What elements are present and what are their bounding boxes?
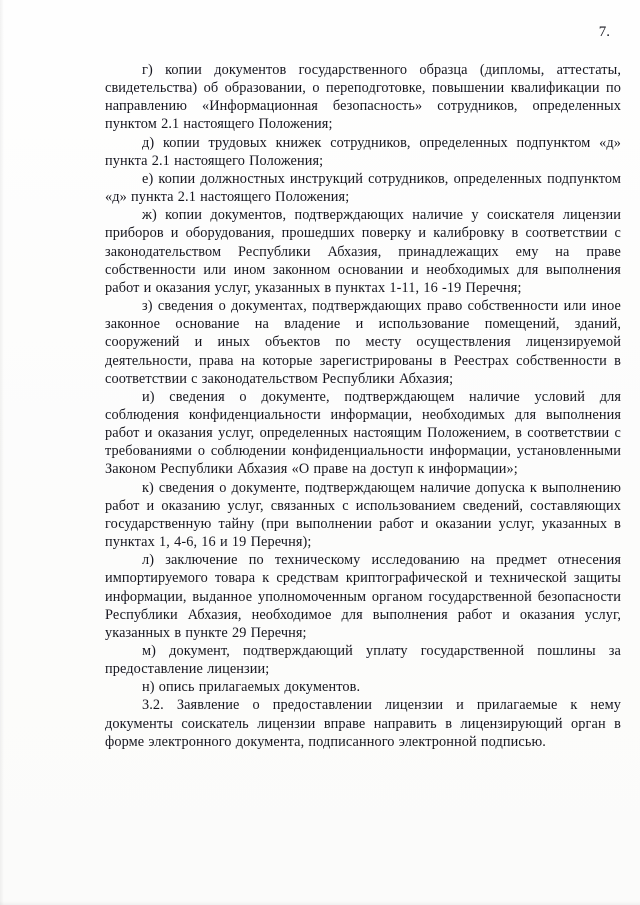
- list-item-zh: ж) копии документов, подтверждающих наличие у соискателя лицензии приборов и оборудования, прошедших поверку и калибровку в соответствии с законодательством Республики Абхазия, принадлежащих ему на праве собственности или ином законном основании и необходимых для выполнения работ и оказания услуг, указанных в пунктах 1-11, 16 -19 Перечня;: [105, 207, 621, 296]
- list-item-m: м) документ, подтверждающий уплату государственной пошлины за предоставление лицензии;: [105, 643, 621, 678]
- list-item-z: з) сведения о документах, подтверждающих право собственности или иное законное основание на владение и использование помещений, зданий, сооружений и иных объектов по месту осуществления лицензируемой деятельности, права на которые зарегистрированы в Реестрах собственности в соответствии с законодательством Республики Абхазия;: [105, 298, 621, 387]
- list-item-d: д) копии трудовых книжек сотрудников, определенных подпунктом «д» пункта 2.1 настоящего Положения;: [105, 134, 621, 169]
- list-item-k: к) сведения о документе, подтверждающем наличие допуска к выполнению работ и оказанию услуг, связанных с использованием сведений, составляющих государственную тайну (при выполнении работ и оказании услуг, указанных в пунктах 1, 4-6, 16 и 19 Перечня);: [105, 479, 621, 551]
- page-number: 7.: [598, 24, 610, 40]
- list-item-g: г) копии документов государственного образца (дипломы, аттестаты, свидетельства) об образовании, о переподготовке, повышении квалификации по направлению «Информационная безопасность» сотрудников, определенных пунктом 2.1 настоящего Положения;: [105, 62, 621, 133]
- list-item-l: л) заключение по техническому исследованию на предмет отнесения импортируемого товара к средствам криптографической и технической защиты информации, выданное уполномоченным органом государственной безопасности Республики Абхазия, необходимое для выполнения работ и оказания услуг, указанных в пункте 29 Перечня;: [105, 552, 621, 641]
- scan-edge-bottom: [0, 901, 640, 905]
- document-body: [105, 61, 621, 751]
- list-item-i: и) сведения о документе, подтверждающем наличие условий для соблюдения конфиденциальности информации, необходимых для выполнения работ и оказания услуг, определенных настоящим Положением, в соответствии с требованиями о соблюдении конфиденциальности информации, установленными Законом Республики Абхазия «О праве на доступ к информации»;: [105, 388, 621, 478]
- scan-edge-left: [0, 0, 4, 905]
- section-3-2: 3.2. Заявление о предоставлении лицензии и прилагаемые к нему документы соискатель лицензии вправе направить в лицензирующий орган в форме электронного документа, подписанного электронной подписью.: [105, 697, 621, 750]
- list-item-e: е) копии должностных инструкций сотрудников, определенных подпунктом «д» пункта 2.1 настоящего Положения;: [105, 170, 621, 206]
- list-item-n: н) опись прилагаемых документов.: [142, 679, 361, 696]
